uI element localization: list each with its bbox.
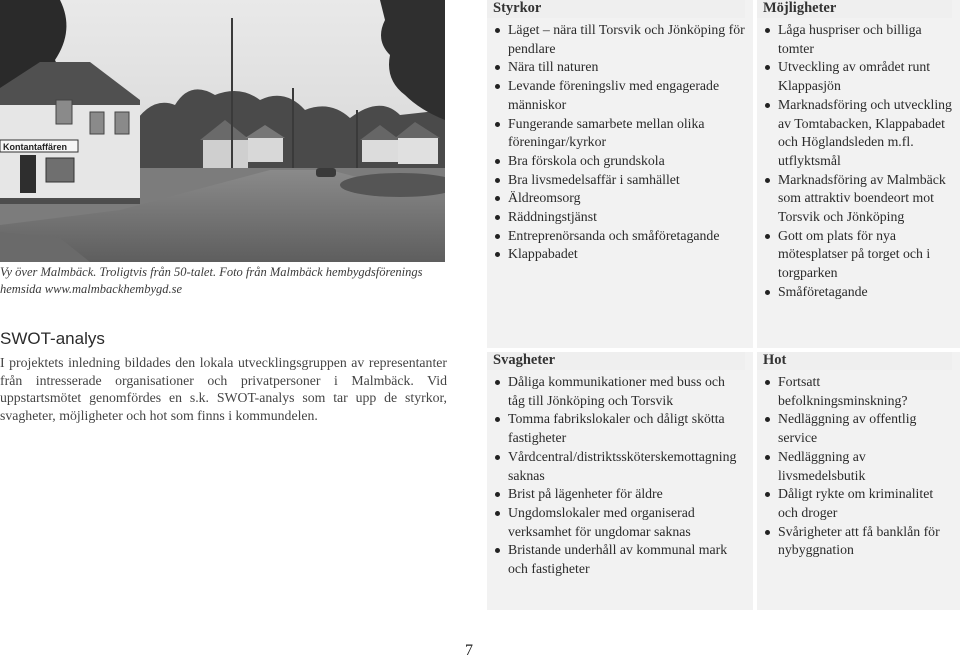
list-item: Klappabadet (487, 245, 745, 264)
section-heading: SWOT-analys (0, 329, 105, 348)
list-item: Gott om plats för nya mötesplatser på torget och i torgparken (757, 227, 952, 283)
list-item: Dåliga kommunikationer med buss och tåg till Jönköping och Torsvik (487, 373, 745, 410)
list-item: Räddningstjänst (487, 208, 745, 227)
list-item: Ungdomslokaler med organiserad verksamhet för ungdomar saknas (487, 504, 745, 541)
list-item: Vårdcentral/distriktssköterskemottagning saknas (487, 448, 745, 485)
mojligheter-heading: Möjligheter (757, 0, 952, 18)
swot-svagheter-cell (487, 352, 753, 610)
list-item: Dåligt rykte om kriminalitet och droger (757, 485, 952, 522)
swot-styrkor-cell (487, 0, 753, 348)
list-item: Marknadsföring och utveckling av Tomtabacken, Klappabadet och Höglandsleden m.fl. utflyktsmål (757, 96, 952, 171)
list-item: Utveckling av området runt Klappasjön (757, 58, 952, 95)
list-item: Fungerande samarbete mellan olika föreningar/kyrkor (487, 115, 745, 152)
list-item: Brist på lägenheter för äldre (487, 485, 745, 504)
list-item: Bra livsmedelsaffär i samhället (487, 171, 745, 190)
intro-paragraph: I projektets inledning bildades den lokala utvecklingsgruppen av representanter från intresserade organisationer och privatpersoner i Malmbäck. Vid uppstartsmötet genomfördes en s.k. SWOT-analys som tar upp de styrkor, svagheter, möjligheter och hot som finns i kommundelen. (0, 355, 447, 423)
list-item: Låga huspriser och billiga tomter (757, 21, 952, 58)
list-item: Fortsatt befolkningsminskning? (757, 373, 952, 410)
list-item: Läget – nära till Torsvik och Jönköping för pendlare (487, 21, 745, 58)
list-item: Levande föreningsliv med engagerade människor (487, 77, 745, 114)
list-item: Äldreomsorg (487, 189, 745, 208)
list-item: Nedläggning av offentlig service (757, 410, 952, 447)
mojligheter-list (757, 18, 952, 302)
shop-sign: Kontantaffären (3, 142, 68, 152)
caption-line-1: Vy över Malmbäck. Troligtvis från 50-talet. Foto från Malmbäck hembygdsförenings (0, 265, 423, 279)
page-number: 7 (465, 642, 473, 659)
list-item: Småföretagande (757, 283, 952, 302)
swot-hot-cell (757, 352, 960, 610)
caption-line-2: hemsida www.malmbackhembygd.se (0, 282, 183, 296)
list-item: Nära till naturen (487, 58, 745, 77)
svagheter-heading: Svagheter (487, 352, 745, 370)
list-item: Bristande underhåll av kommunal mark och fastigheter (487, 541, 745, 578)
photo-illustration (0, 0, 445, 262)
swot-mojligheter-cell (757, 0, 960, 348)
hot-heading: Hot (757, 352, 952, 370)
list-item: Svårigheter att få banklån för nybyggnation (757, 523, 952, 560)
list-item: Tomma fabrikslokaler och dåligt skötta fastigheter (487, 410, 745, 447)
styrkor-list (487, 18, 745, 264)
list-item: Entreprenörsanda och småföretagande (487, 227, 745, 246)
list-item: Marknadsföring av Malmbäck som attraktiv boendeort mot Torsvik och Jönköping (757, 171, 952, 227)
list-item: Nedläggning av livsmedelsbutik (757, 448, 952, 485)
hot-list (757, 370, 952, 560)
svagheter-list (487, 370, 745, 579)
list-item: Bra förskola och grundskola (487, 152, 745, 171)
styrkor-heading: Styrkor (487, 0, 745, 18)
photo-caption (0, 264, 447, 298)
street-photo (0, 0, 445, 262)
